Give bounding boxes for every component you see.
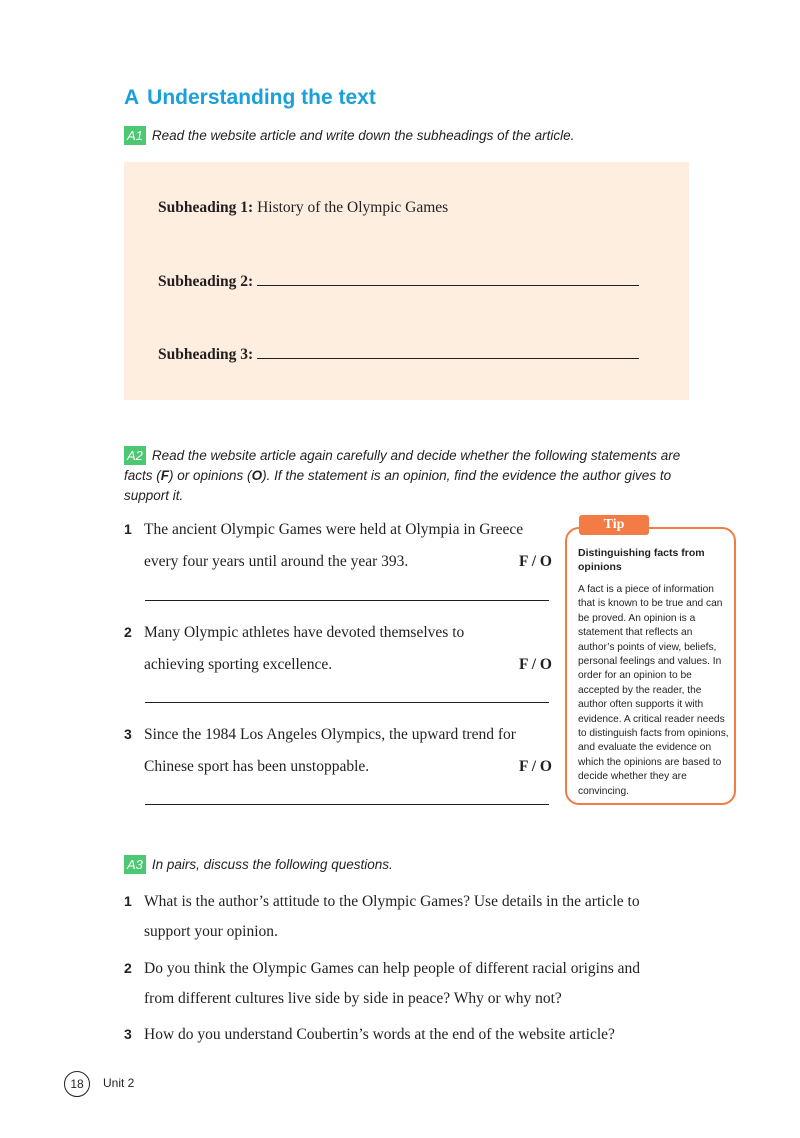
a2-instruction-post: ). If the statement is an opinion, find the evidence the author gives to support it. (124, 468, 672, 503)
subheading-3-input[interactable] (257, 345, 639, 359)
unit-label: Unit 2 (103, 1076, 135, 1090)
question-3-number: 3 (124, 1026, 132, 1042)
question-2-line2: from different cultures live side by side in peace? Why or why not? (144, 990, 562, 1007)
subheading-2-input[interactable] (257, 272, 639, 286)
page-number: 18 (64, 1071, 90, 1097)
statement-1-choice[interactable]: F / O (518, 553, 552, 570)
tip-body: A fact is a piece of information that is known to be true and can be proved. An opinion is a statement that reflects an author’s points of view, beliefs, personal feelings and values. In order for an opinion to be accepted by the reader, the author often supports it with evidence. A critical reader needs to distinguish facts from opinions, and evaluate the evidence on which the opinions are based to decide whether they are convincing. (578, 584, 729, 797)
a2-instruction-mid: ) or opinions ( (169, 468, 252, 483)
a1-badge: A1 (124, 126, 146, 145)
question-3 (124, 1019, 704, 1050)
statement-3 (124, 718, 552, 783)
question-2-number: 2 (124, 960, 132, 976)
a2-badge: A2 (124, 446, 146, 465)
subheading-1 (158, 199, 448, 217)
question-1 (124, 886, 704, 947)
section-title-text: Understanding the text (147, 86, 376, 109)
a2-instruction (124, 446, 694, 506)
question-3-line1: How do you understand Coubertin’s words at the end of the website article? (144, 1026, 615, 1043)
statement-2-choice[interactable]: F / O (518, 656, 552, 673)
subheading-3-label: Subheading 3: (158, 346, 254, 363)
a1-instruction-text: Read the website article and write down the subheadings of the article. (151, 128, 575, 143)
statement-3-line2: Chinese sport has been unstoppable. (144, 758, 370, 775)
statement-2-line2: achieving sporting excellence. (144, 656, 333, 673)
tip-heading: Distinguishing facts from opinions (578, 547, 705, 573)
statement-3-number: 3 (124, 726, 132, 742)
statement-3-choice[interactable]: F / O (518, 758, 552, 775)
statement-1-number: 1 (124, 521, 132, 537)
a1-instruction (124, 126, 574, 146)
statement-2-line1: Many Olympic athletes have devoted themselves to (144, 624, 465, 641)
question-1-line2: support your opinion. (144, 923, 278, 940)
subheading-3 (158, 345, 639, 364)
statement-1 (124, 513, 552, 578)
a2-fact-letter: F (160, 468, 170, 483)
question-2-line1: Do you think the Olympic Games can help people of different racial origins and (144, 960, 640, 977)
question-2 (124, 953, 704, 1014)
a3-badge: A3 (124, 855, 146, 874)
statement-3-answer-line[interactable] (145, 804, 549, 805)
tip-tag: Tip (579, 515, 649, 535)
subheading-2 (158, 272, 639, 291)
statement-1-line2: every four years until around the year 393. (144, 553, 409, 570)
subheading-1-value: History of the Olympic Games (257, 199, 449, 216)
section-title (124, 86, 376, 110)
subheadings-box (124, 162, 689, 400)
a3-instruction-text: In pairs, discuss the following questions. (151, 857, 393, 872)
statement-2 (124, 616, 552, 681)
question-1-number: 1 (124, 893, 132, 909)
statement-2-number: 2 (124, 624, 132, 640)
statement-2-answer-line[interactable] (145, 702, 549, 703)
section-letter: A (124, 86, 140, 109)
subheading-2-label: Subheading 2: (158, 273, 254, 290)
question-1-line1: What is the author’s attitude to the Olympic Games? Use details in the article to (144, 893, 640, 910)
a2-opinion-letter: O (251, 468, 263, 483)
a2-instruction-pre: Read the website article again carefully and decide whether the following statements are facts ( (124, 448, 681, 483)
statement-3-line1: Since the 1984 Los Angeles Olympics, the upward trend for (144, 726, 516, 743)
a3-instruction (124, 855, 393, 875)
statement-1-line1: The ancient Olympic Games were held at Olympia in Greece (144, 521, 524, 538)
statement-1-answer-line[interactable] (145, 600, 549, 601)
subheading-1-label: Subheading 1: (158, 199, 254, 216)
